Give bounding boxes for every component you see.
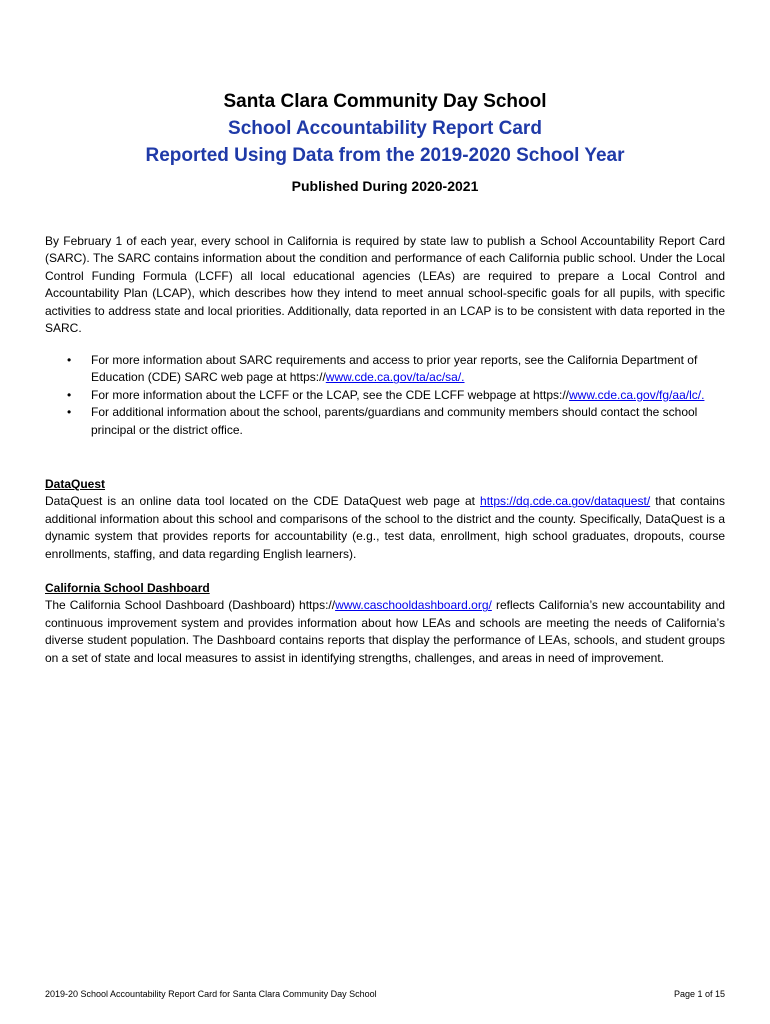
dashboard-section: [45, 580, 725, 667]
info-bullet-list: [45, 352, 725, 439]
dataquest-heading: DataQuest: [45, 477, 106, 491]
dataquest-section: [45, 476, 725, 563]
bullet-item-contact: [45, 404, 725, 439]
dashboard-text-rest: reflects California’s new accountability and continuous improvement system and provides information about how LEAs and schools are meeting the needs of California’s diverse student population. The Dashboard contains reports that display the performance of LEAs, schools, and student groups on a set of state and local measures to assist in identifying strengths, challenges, and areas in need of improvement.: [45, 598, 725, 665]
report-title: School Accountability Report Card: [228, 118, 542, 139]
dataquest-text: DataQuest is an online data tool located on the CDE DataQuest web page at: [45, 494, 481, 509]
lcff-link[interactable]: www.cde.ca.gov/fg/aa/lc/.: [569, 387, 705, 402]
footer-title: 2019-20 School Accountability Report Card for Santa Clara Community Day School: [45, 989, 377, 999]
bullet-icon: •: [67, 353, 72, 367]
dataquest-link[interactable]: https://dq.cde.ca.gov/dataquest/: [480, 494, 651, 509]
bullet-icon: •: [67, 405, 72, 420]
data-year-title: Reported Using Data from the 2019-2020 School Year: [145, 145, 625, 166]
bullet-icon: •: [67, 387, 72, 402]
bullet-text: For more information about SARC requirements and access to prior year reports, see the California Department of Education (CDE) SARC web page at https://: [91, 353, 698, 385]
dashboard-text: The California School Dashboard (Dashboard) https://: [45, 598, 336, 613]
bullet-text: For more information about the LCFF or the LCAP, see the CDE LCFF webpage at https://: [91, 387, 570, 402]
bullet-item-lcff: [45, 387, 725, 404]
published-line: Published During 2020-2021: [291, 178, 479, 194]
sarc-link[interactable]: www.cde.ca.gov/ta/ac/sa/.: [325, 370, 465, 385]
page-number: Page 1 of 15: [673, 989, 725, 999]
dataquest-text-rest: that contains additional information about this school and comparisons of the school to the district and the county. Specifically, DataQuest is a dynamic system that provides reports for accountability (e.g., test data, enrollment, high school graduates, dropouts, course enrollments, staffing, and data regarding English learners).: [45, 494, 725, 561]
bullet-text: For additional information about the school, parents/guardians and community members should contact the school principal or the district office.: [91, 405, 698, 437]
title-block: [0, 88, 770, 196]
bullet-item-sarc: [45, 352, 725, 387]
dashboard-link[interactable]: www.caschooldashboard.org/: [335, 598, 492, 613]
intro-paragraph: By February 1 of each year, every school in California is required by state law to publish a School Accountability Report Card (SARC). The SARC contains information about the condition and performance of each California public school. Under the Local Control Funding Formula (LCFF) all local educational agencies (LEAs) are required to prepare a Local Control and Accountability Plan (LCAP), which describes how they intend to meet annual school-specific goals for all pupils, with specific activities to address state and local priorities. Additionally, data reported in an LCAP is to be consistent with data reported in the SARC.: [45, 234, 725, 336]
dashboard-heading: California School Dashboard: [45, 581, 210, 595]
school-name: Santa Clara Community Day School: [223, 91, 547, 112]
